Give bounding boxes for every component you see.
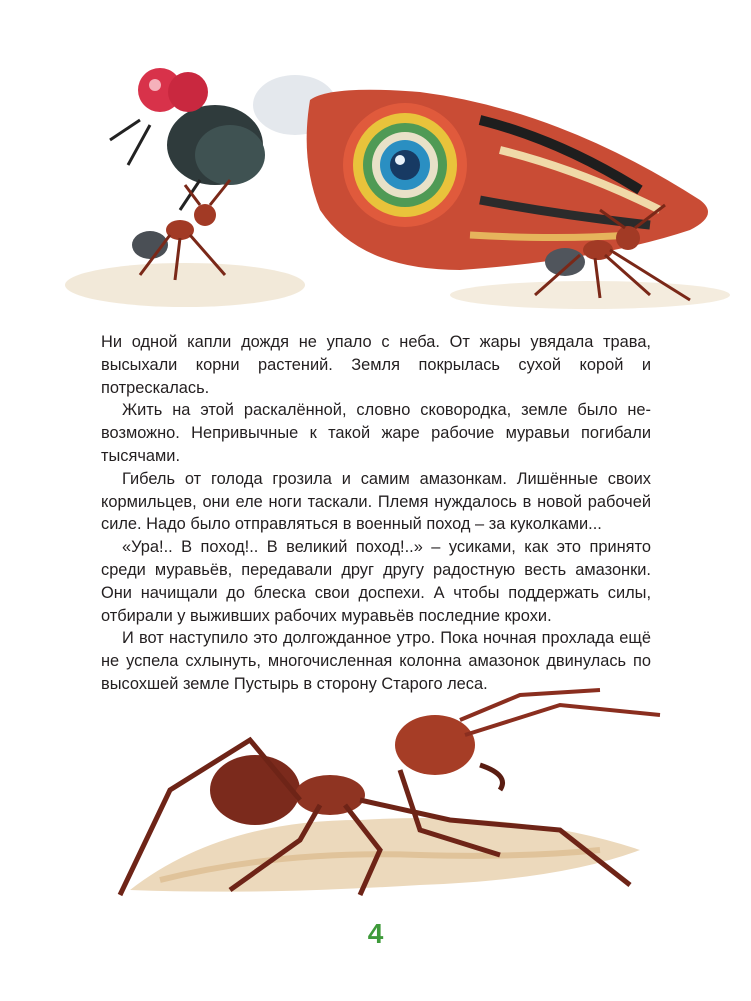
page-number: 4 [367, 918, 384, 949]
paragraph-1: Ни одной капли дождя не упало с неба. От жары увядала трава, высыхали корни растений. Земля покрылась сухой корой и потрескалась. [101, 333, 651, 397]
paragraph-2: Жить на этой раскалённой, словно сковородка, земле было невозможно. Непривычные к такой жаре рабочие муравьи погибали тысячами. [101, 401, 651, 465]
paragraph-5: И вот наступило это долгожданное утро. Пока ночная прохлада ещё не успела схлынуть, многочисленная колонна амазонок двинулась по высохшей земле Пустырь в сторону Старого леса. [101, 629, 651, 693]
butterfly-wing-icon [307, 90, 708, 270]
top-illustration [0, 0, 751, 320]
paragraph-3: Гибель от голода грозила и самим амазонкам. Лишённые своих кормильцев, они еле ноги таскали. Племя нуждалось в новой рабочей силе. Надо было отправляться в военный поход – за куколками... [101, 469, 651, 534]
bottom-illustration [0, 680, 751, 920]
paragraph-4: «Ура!.. В поход!.. В великий поход!..» – усиками, как это принято среди муравьёв, передавали друг другу радостную весть амазонки. Они начищали до блеска свои доспехи. А чтобы поддержать силы, отбирали у выживших рабочих муравьёв последние крохи. [101, 538, 651, 625]
body-text [101, 331, 651, 696]
